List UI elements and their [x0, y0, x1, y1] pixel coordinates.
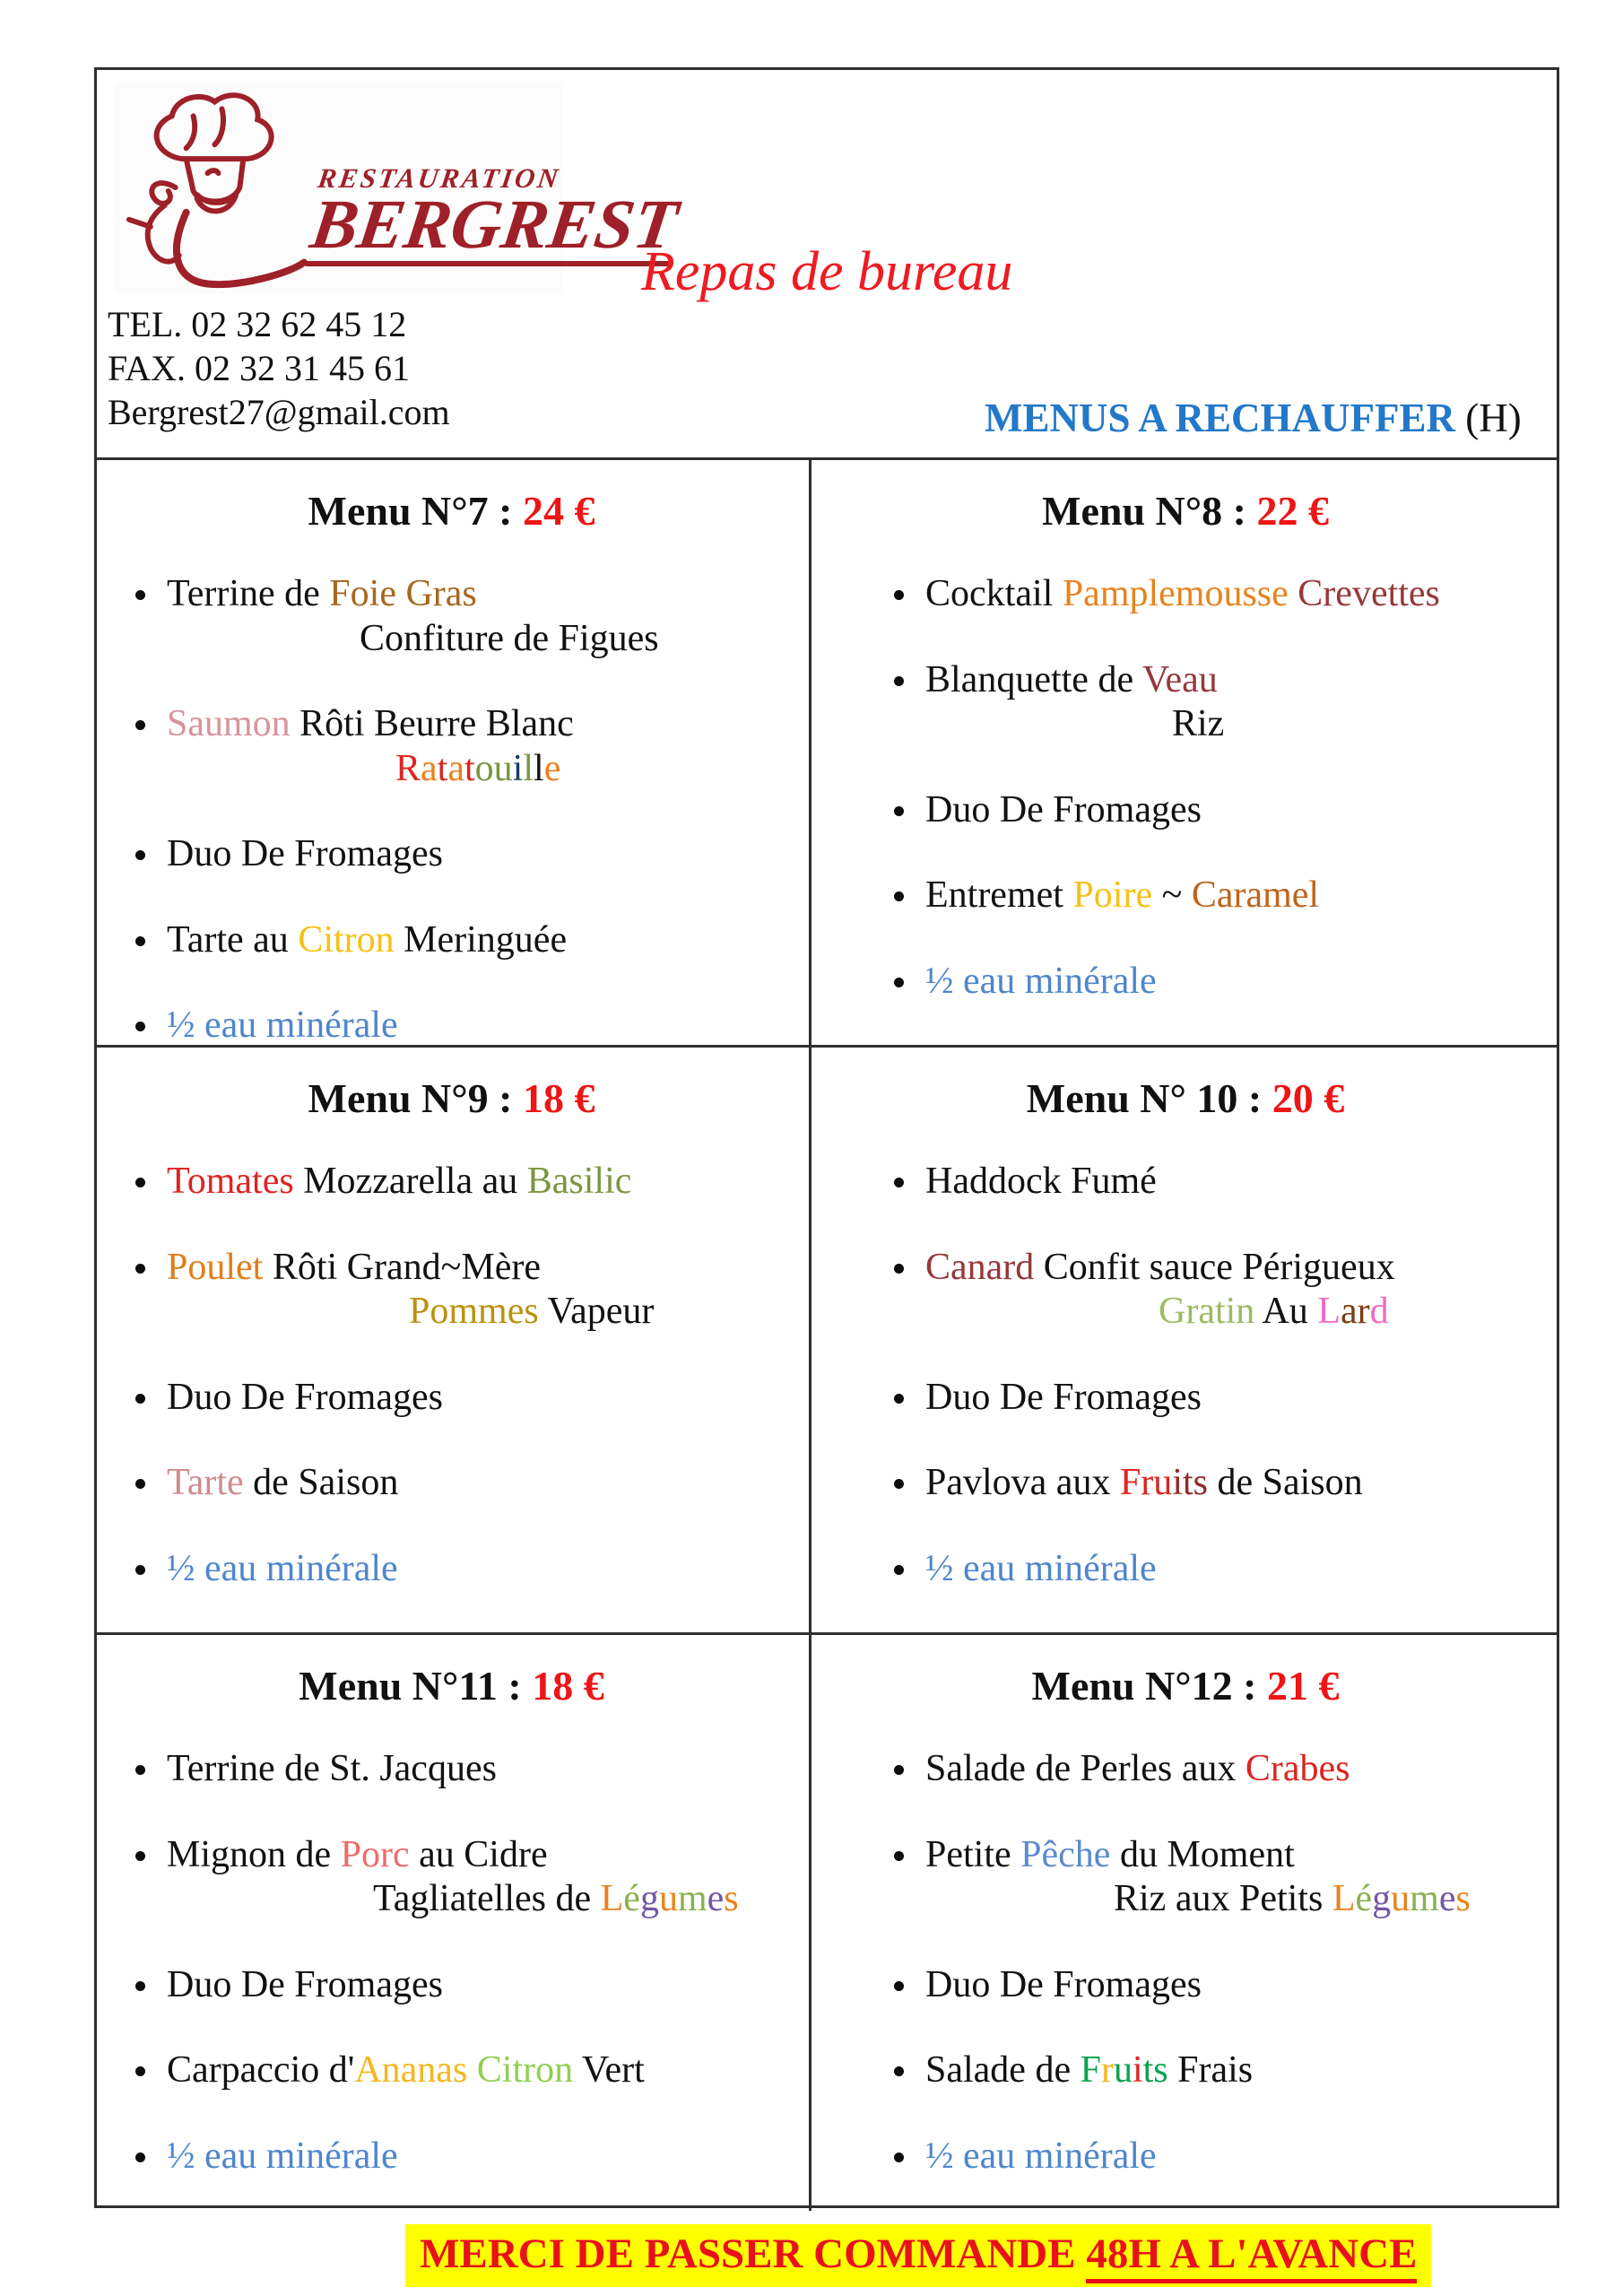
- dish-text: Riz aux Petits: [1114, 1878, 1332, 1920]
- dish-text: Canard: [925, 1246, 1035, 1288]
- menu-item-lines: [925, 1246, 1547, 1335]
- dish-text: Carpaccio d': [167, 2049, 355, 2092]
- bullet-icon: [135, 1565, 145, 1575]
- menu-item: [894, 1747, 1547, 1792]
- menu-number: Menu N°12 :: [1031, 1663, 1267, 1709]
- menu-item-lines: [167, 1547, 796, 1592]
- dish-text: Frais: [1167, 2049, 1254, 2092]
- dish-text: ~: [1152, 874, 1192, 917]
- bullet-icon: [894, 590, 904, 600]
- bullet-icon: [135, 720, 145, 730]
- menu-item-lines: [167, 1376, 796, 1421]
- dish-text: Basilic: [526, 1161, 632, 1202]
- dish-text: u: [658, 1878, 678, 1920]
- menu-item-line: [925, 1376, 1547, 1421]
- menu-item-line: [1114, 1877, 1547, 1922]
- logo-text: [306, 162, 686, 266]
- dish-text: Citron: [298, 918, 395, 961]
- dish-text: Crabes: [1245, 1748, 1350, 1789]
- dish-text: r: [1100, 2049, 1114, 2092]
- bullet-icon: [894, 1394, 904, 1404]
- menu-item-line: [167, 1547, 796, 1592]
- dish-text: g: [1372, 1878, 1392, 1920]
- menu-item: [894, 2048, 1547, 2093]
- menu-item: [894, 788, 1547, 833]
- dish-text: i: [1132, 2049, 1143, 2092]
- menu-item: [894, 1461, 1547, 1506]
- menu-items: [94, 1160, 809, 1591]
- dish-text: Haddock Fumé: [925, 1161, 1157, 1202]
- order-notice-banner: [405, 2224, 1431, 2287]
- menu-item-line: [925, 1547, 1547, 1592]
- menu-items: [812, 572, 1559, 1004]
- menu-item-lines: [167, 1160, 796, 1205]
- menu-item: [135, 1963, 796, 2008]
- contact-fax: FAX. 02 32 31 45 61: [108, 347, 411, 388]
- dish-text: e: [707, 1878, 725, 1920]
- bullet-icon: [894, 676, 904, 686]
- menu-item-line: [925, 1833, 1547, 1878]
- menu-item: [135, 1747, 796, 1792]
- dish-text: de Saison: [1208, 1462, 1363, 1504]
- menu-item: [135, 572, 796, 661]
- menu-item-lines: [925, 1547, 1547, 1592]
- dish-text: ½ eau minérale: [167, 1004, 398, 1047]
- bullet-icon: [894, 1851, 904, 1861]
- menu-price: 20 €: [1271, 1075, 1345, 1121]
- dish-text: Salade de Perles aux: [925, 1748, 1245, 1789]
- dish-text: Tagliatelles de: [373, 1878, 601, 1920]
- dish-text: ½ eau minérale: [925, 1547, 1157, 1589]
- menu-item-lines: [167, 1747, 796, 1792]
- dish-text: u: [493, 747, 513, 789]
- dish-text: Saumon: [167, 703, 291, 745]
- menu-items: [812, 1160, 1559, 1591]
- bullet-icon: [135, 1981, 145, 1991]
- bergrest-logo: [115, 83, 683, 293]
- menu-item: [135, 1833, 796, 1922]
- menu-item: [135, 1246, 796, 1335]
- menu-item-lines: [925, 1833, 1547, 1922]
- menu-item-lines: [167, 572, 796, 661]
- menu-title: [94, 1074, 809, 1122]
- menu-item-lines: [167, 1833, 796, 1922]
- dish-text: du Moment: [1110, 1833, 1295, 1875]
- bullet-icon: [894, 1765, 904, 1775]
- dish-text: ½ eau minérale: [925, 960, 1157, 1002]
- dish-text: u: [1391, 1878, 1410, 1920]
- menu-item-lines: [167, 1246, 796, 1335]
- dish-text: Porc: [340, 1833, 410, 1875]
- menu-item-line: [167, 1747, 796, 1792]
- menu-item-lines: [925, 1160, 1547, 1205]
- dish-text: L: [600, 1878, 624, 1920]
- menu-number: Menu N° 10 :: [1026, 1075, 1272, 1121]
- menu-title: [812, 1074, 1559, 1122]
- menu-item: [894, 874, 1547, 918]
- menu-item-line: [167, 1004, 796, 1048]
- menu-item-lines: [925, 1747, 1547, 1792]
- bullet-icon: [135, 2152, 145, 2162]
- dish-text: é: [1355, 1878, 1373, 1920]
- dish-text: Mozzarella au: [293, 1161, 527, 1202]
- dish-text: Terrine de: [167, 573, 330, 614]
- menu-price: 24 €: [522, 488, 595, 534]
- menu-item-lines: [167, 1461, 796, 1506]
- dish-text: Cocktail: [925, 573, 1063, 614]
- menu-item-lines: [167, 1963, 796, 2008]
- menu-item-line: [167, 1461, 796, 1506]
- dish-text: Duo De Fromages: [167, 1963, 443, 2005]
- bullet-icon: [894, 891, 904, 901]
- menu-items: [94, 572, 809, 1048]
- menu-price: 21 €: [1266, 1663, 1340, 1709]
- menu-item-lines: [925, 874, 1547, 918]
- menu-item-lines: [925, 2048, 1547, 2093]
- dish-text: Duo De Fromages: [925, 788, 1202, 831]
- dish-text: Entremet: [925, 874, 1073, 917]
- dish-text: Fru: [1119, 1462, 1173, 1504]
- menu-item-line: [925, 1160, 1547, 1205]
- menu-item-lines: [167, 2048, 796, 2093]
- menu-item: [894, 1160, 1547, 1205]
- menu-item-line: [167, 2135, 796, 2179]
- dish-text: au Cidre: [409, 1833, 548, 1875]
- menu-number: Menu N°8 :: [1042, 488, 1257, 534]
- menu-item: [135, 918, 796, 963]
- dish-text: Riz: [1172, 703, 1225, 745]
- dish-text: Vert: [573, 2049, 645, 2092]
- dish-text: Terrine de St. Jacques: [167, 1748, 497, 1789]
- dish-text: Salade de: [925, 2049, 1081, 2092]
- dish-text: ½ eau minérale: [167, 1547, 398, 1589]
- dish-text: o: [474, 747, 494, 789]
- menu-card: [94, 460, 812, 1048]
- menu-item-lines: [167, 832, 796, 877]
- bullet-icon: [135, 1765, 145, 1775]
- dish-text: Duo De Fromages: [925, 1963, 1202, 2005]
- dish-text: Caramel: [1191, 874, 1320, 917]
- dish-text: Duo De Fromages: [167, 1376, 443, 1418]
- menu-card: [94, 1048, 812, 1635]
- menu-card: [812, 1635, 1559, 2211]
- menu-item-line: [167, 1963, 796, 2008]
- menu-item-line: [360, 617, 796, 662]
- dish-text: Gratin: [1159, 1291, 1255, 1333]
- dish-text: Rôti Beurre Blanc: [290, 703, 574, 745]
- menu-grid: [94, 457, 1559, 2208]
- menu-item-lines: [925, 788, 1547, 833]
- menu-item: [894, 1246, 1547, 1335]
- menu-item: [135, 832, 796, 877]
- dish-text: t: [1142, 2049, 1154, 2092]
- menu-price: 22 €: [1256, 488, 1329, 534]
- menu-items: [94, 1747, 809, 2179]
- contact-email: Bergrest27@gmail.com: [108, 391, 450, 432]
- dish-text: L: [1317, 1291, 1341, 1333]
- dish-text: Poire: [1072, 874, 1153, 917]
- dish-text: m: [1410, 1878, 1439, 1920]
- chef-logo-icon: [115, 87, 308, 293]
- bullet-icon: [894, 978, 904, 987]
- dish-text: t: [464, 747, 475, 789]
- bullet-icon: [894, 1178, 904, 1187]
- menu-item: [135, 702, 796, 791]
- menu-item-line: [167, 1376, 796, 1421]
- contact-tel: TEL. 02 32 62 45 12: [108, 304, 407, 344]
- menu-item-lines: [925, 1963, 1547, 2008]
- dish-text: Confiture de Figues: [360, 617, 659, 659]
- menu-item: [894, 1547, 1547, 1592]
- menu-item-line: [167, 1833, 796, 1878]
- dish-text: Petite: [925, 1833, 1021, 1875]
- menu-number: Menu N°9 :: [308, 1075, 523, 1121]
- menu-item-line: [925, 788, 1547, 833]
- menu-item: [894, 1963, 1547, 2008]
- dish-text: Duo De Fromages: [167, 833, 443, 875]
- menu-item-line: [925, 960, 1547, 1004]
- dish-text: s: [724, 1878, 739, 1920]
- menu-item-line: [167, 702, 796, 747]
- menu-item-lines: [925, 960, 1547, 1004]
- logo-bergrest-label: BERGREST: [306, 195, 681, 266]
- bullet-icon: [894, 2066, 904, 2076]
- menu-items: [812, 1747, 1559, 2179]
- menu-item-line: [167, 2048, 796, 2093]
- dish-text: s: [1153, 2049, 1168, 2092]
- menu-item-line: [1172, 702, 1547, 747]
- menu-item-line: [925, 2135, 1547, 2179]
- dish-text: Vapeur: [538, 1291, 655, 1333]
- bullet-icon: [135, 1178, 145, 1187]
- subtitle-suffix: (H): [1455, 396, 1522, 440]
- dish-text: Tarte: [167, 1462, 244, 1504]
- subtitle-main: MENUS A RECHAUFFER: [985, 396, 1456, 440]
- menu-item-lines: [925, 1461, 1547, 1506]
- dish-text: L: [1332, 1878, 1356, 1920]
- menu-card: [812, 1048, 1559, 1635]
- dish-text: Crevettes: [1288, 573, 1440, 614]
- menu-item-lines: [925, 1376, 1547, 1421]
- menu-item: [135, 1376, 796, 1421]
- bullet-icon: [894, 1264, 904, 1274]
- menu-item: [894, 658, 1547, 747]
- dish-text: e: [1438, 1878, 1456, 1920]
- dish-text: Au: [1254, 1291, 1318, 1333]
- menu-item-line: [925, 572, 1547, 617]
- bullet-icon: [135, 1479, 145, 1489]
- bullet-icon: [135, 850, 145, 860]
- dish-text: R: [395, 747, 421, 789]
- dish-text: Blanquette de: [925, 658, 1142, 700]
- menu-item-line: [925, 1963, 1547, 2008]
- logo-restauration-label: RESTAURATION: [316, 161, 563, 194]
- menu-item: [135, 1160, 796, 1205]
- menu-item: [894, 2135, 1547, 2179]
- menu-number: Menu N°7 :: [308, 488, 523, 534]
- bullet-icon: [135, 1851, 145, 1861]
- menu-item: [135, 1547, 796, 1592]
- dish-text: ½ eau minérale: [167, 2135, 398, 2177]
- dish-text: a: [447, 747, 464, 789]
- dish-text: Foie Gras: [329, 573, 477, 614]
- footer-underlined-text: 48H A L'AVANCE: [1086, 2231, 1417, 2283]
- bullet-icon: [135, 936, 145, 946]
- footer-text: MERCI DE PASSER COMMANDE: [420, 2231, 1087, 2277]
- dish-text: Veau: [1141, 658, 1218, 700]
- menu-item-line: [373, 1877, 796, 1922]
- dish-text: d: [1369, 1291, 1389, 1333]
- menu-item: [894, 1376, 1547, 1421]
- menu-price: 18 €: [532, 1663, 604, 1709]
- menu-price: 18 €: [522, 1075, 595, 1121]
- dish-text: Mignon de: [167, 1833, 341, 1875]
- bullet-icon: [894, 806, 904, 816]
- menu-item-lines: [925, 658, 1547, 747]
- bullet-icon: [135, 590, 145, 600]
- menu-item-line: [167, 572, 796, 617]
- menu-item-line: [925, 874, 1547, 918]
- bullet-icon: [135, 2066, 145, 2076]
- menu-item-line: [167, 1160, 796, 1205]
- menu-item: [135, 2135, 796, 2179]
- dish-text: Poulet: [167, 1246, 264, 1288]
- dish-text: Confit sauce Périgueux: [1034, 1246, 1395, 1288]
- menus-a-rechauffer-heading: [985, 395, 1522, 441]
- menu-item-line: [925, 2048, 1547, 2093]
- dish-text: a: [421, 747, 438, 789]
- menu-item: [894, 960, 1547, 1004]
- menu-item: [135, 2048, 796, 2093]
- page-title: Repas de bureau: [641, 241, 1013, 302]
- dish-text: Duo De Fromages: [925, 1376, 1202, 1418]
- menu-item-lines: [167, 2135, 796, 2179]
- bullet-icon: [135, 1264, 145, 1274]
- menu-item-line: [167, 832, 796, 877]
- menu-title: [94, 1662, 809, 1709]
- dish-text: s: [1455, 1878, 1471, 1920]
- dish-text: its: [1172, 1462, 1208, 1504]
- menu-title: [812, 1662, 1559, 1709]
- dish-text: Citron: [476, 2049, 574, 2092]
- menu-item-lines: [925, 572, 1547, 617]
- menu-item-line: [925, 1461, 1547, 1506]
- dish-text: Rôti Grand~Mère: [263, 1246, 541, 1288]
- menu-item-line: [925, 1747, 1547, 1792]
- menu-item: [894, 1833, 1547, 1922]
- dish-text: Pamplemousse: [1062, 573, 1289, 614]
- menu-item-line: [409, 1290, 796, 1335]
- dish-text: é: [623, 1878, 640, 1920]
- menu-item-lines: [925, 2135, 1547, 2179]
- dish-text: l: [523, 747, 534, 789]
- dish-text: [467, 2049, 477, 2091]
- bullet-icon: [135, 1394, 145, 1404]
- dish-text: t: [437, 747, 448, 789]
- dish-text: l: [534, 747, 544, 789]
- bullet-icon: [894, 1981, 904, 1991]
- menu-card: [94, 1635, 812, 2211]
- menu-title: [94, 487, 809, 535]
- bullet-icon: [894, 1565, 904, 1575]
- bullet-icon: [135, 1022, 145, 1031]
- menu-card: [812, 460, 1559, 1048]
- menu-item-lines: [167, 918, 796, 963]
- menu-item: [135, 1461, 796, 1506]
- menu-item-line: [925, 1246, 1547, 1291]
- dish-text: Pêche: [1020, 1833, 1111, 1875]
- dish-text: i: [512, 747, 524, 789]
- dish-text: Meringuée: [394, 918, 568, 961]
- dish-text: Pavlova aux: [925, 1462, 1120, 1504]
- dish-text: de Saison: [243, 1462, 399, 1504]
- dish-text: ½ eau minérale: [925, 2135, 1157, 2177]
- menu-number: Menu N°11 :: [299, 1663, 533, 1709]
- dish-text: Ananas: [354, 2049, 468, 2092]
- menu-item-line: [167, 918, 796, 963]
- dish-text: Pommes: [409, 1291, 539, 1333]
- menu-item-line: [925, 658, 1547, 703]
- dish-text: e: [543, 747, 561, 789]
- menu-item-line: [1159, 1290, 1547, 1335]
- menu-item: [135, 1004, 796, 1048]
- bullet-icon: [894, 1479, 904, 1489]
- dish-text: Tarte au: [167, 918, 299, 961]
- dish-text: u: [1113, 2049, 1133, 2092]
- dish-text: F: [1080, 2049, 1101, 2092]
- menu-item: [894, 572, 1547, 617]
- dish-text: g: [639, 1878, 659, 1920]
- menu-item-line: [395, 747, 796, 792]
- menu-item-line: [167, 1246, 796, 1291]
- bullet-icon: [894, 2152, 904, 2162]
- dish-text: Tomates: [167, 1161, 294, 1202]
- menu-title: [812, 487, 1559, 535]
- menu-item-lines: [167, 1004, 796, 1048]
- menu-item-lines: [167, 702, 796, 791]
- dish-text: ar: [1340, 1291, 1370, 1333]
- contact-block: [108, 303, 450, 434]
- dish-text: m: [677, 1878, 707, 1920]
